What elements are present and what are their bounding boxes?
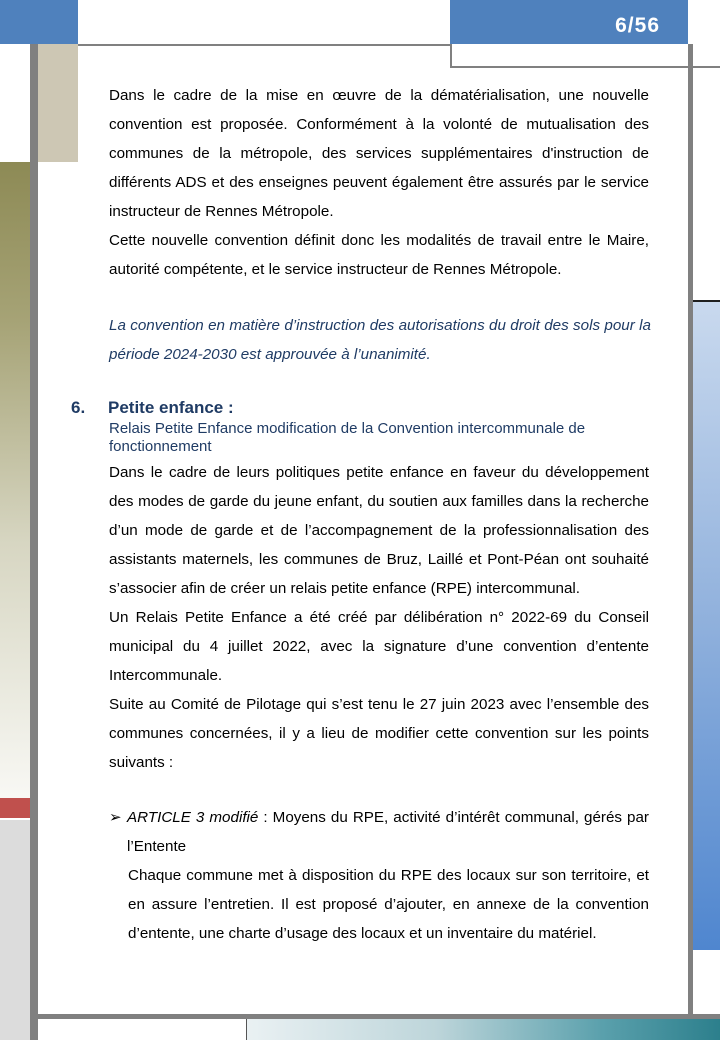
gray-bottom-strip — [0, 820, 30, 1040]
page-number: 6/56 — [615, 14, 660, 37]
footer-white-block — [38, 1019, 246, 1040]
left-frame-bar — [30, 44, 38, 1040]
bullet-text — [127, 803, 649, 861]
intro-paragraph: Cette nouvelle convention définit donc les modalités de travail entre le Maire, autorité compétente, et le service instructeur de Rennes Métropole. — [109, 232, 649, 278]
article-detail: Chaque commune met à disposition du RPE des locaux sur son territoire, et en assure l’entretien. Il est proposé d’ajouter, en annexe de la convention d’entente, une charte d’usage des locaux et un inventaire du matériel. — [128, 867, 649, 942]
section-subtitle: Relais Petite Enfance modification de la Convention intercommunale de fonctionnement — [109, 420, 586, 455]
footer-teal-gradient — [246, 1019, 720, 1040]
section-number: 6. — [71, 398, 86, 417]
section-paragraph: Suite au Comité de Pilotage qui s’est tenu le 27 juin 2023 avec l’ensemble des communes concernées, il y a lieu de modifier cette convention sur les points suivants : — [109, 696, 649, 771]
beige-accent-block — [38, 44, 78, 162]
section-title: Petite enfance : — [108, 398, 234, 417]
section-paragraph: Un Relais Petite Enfance a été créé par délibération n° 2022-69 du Conseil municipal du 4 juillet 2022, avec la signature d’une convention d’entente Intercommunale. — [109, 609, 649, 684]
header-left-block — [0, 0, 78, 44]
blue-gradient-strip — [693, 300, 720, 950]
intro-text — [109, 81, 649, 284]
arrow-bullet-icon: ➢ — [109, 809, 122, 826]
intro-paragraph: Dans le cadre de la mise en œuvre de la dématérialisation, une nouvelle convention est proposée. Conformément à la volonté de mutualisation des communes de la métropole, des services supplémentaires d'instruction de différents ADS et des enseignes peuvent également être assurés par le service instructeur de Rennes Métropole. — [109, 87, 649, 220]
olive-gradient-strip — [0, 162, 30, 798]
article-label: ARTICLE 3 modifié — [127, 809, 259, 826]
article-bullet — [109, 803, 649, 948]
section-body — [109, 458, 649, 777]
decision-text: La convention en matière d’instruction des autorisations du droit des sols pour la période 2024-2030 est approuvée à l’unanimité. — [109, 317, 651, 363]
bullet-line — [109, 803, 649, 861]
red-accent-strip — [0, 798, 30, 818]
section-heading — [71, 398, 234, 418]
header-divider-line — [78, 44, 450, 46]
section-paragraph: Dans le cadre de leurs politiques petite enfance en faveur du développement des modes de garde du jeune enfant, du soutien aux familles dans la recherche d’un mode de garde et de l’accompagnement de la professionnalisation des assistants maternels, les communes de Bruz, Laillé et Pont-Péan ont souhaité s’associer afin de créer un relais petite enfance (RPE) intercommunal. — [109, 464, 649, 597]
header-outline — [450, 44, 720, 68]
article-description: : Moyens du RPE, activité d’intérêt communal, gérés par l’Entente — [127, 809, 649, 855]
